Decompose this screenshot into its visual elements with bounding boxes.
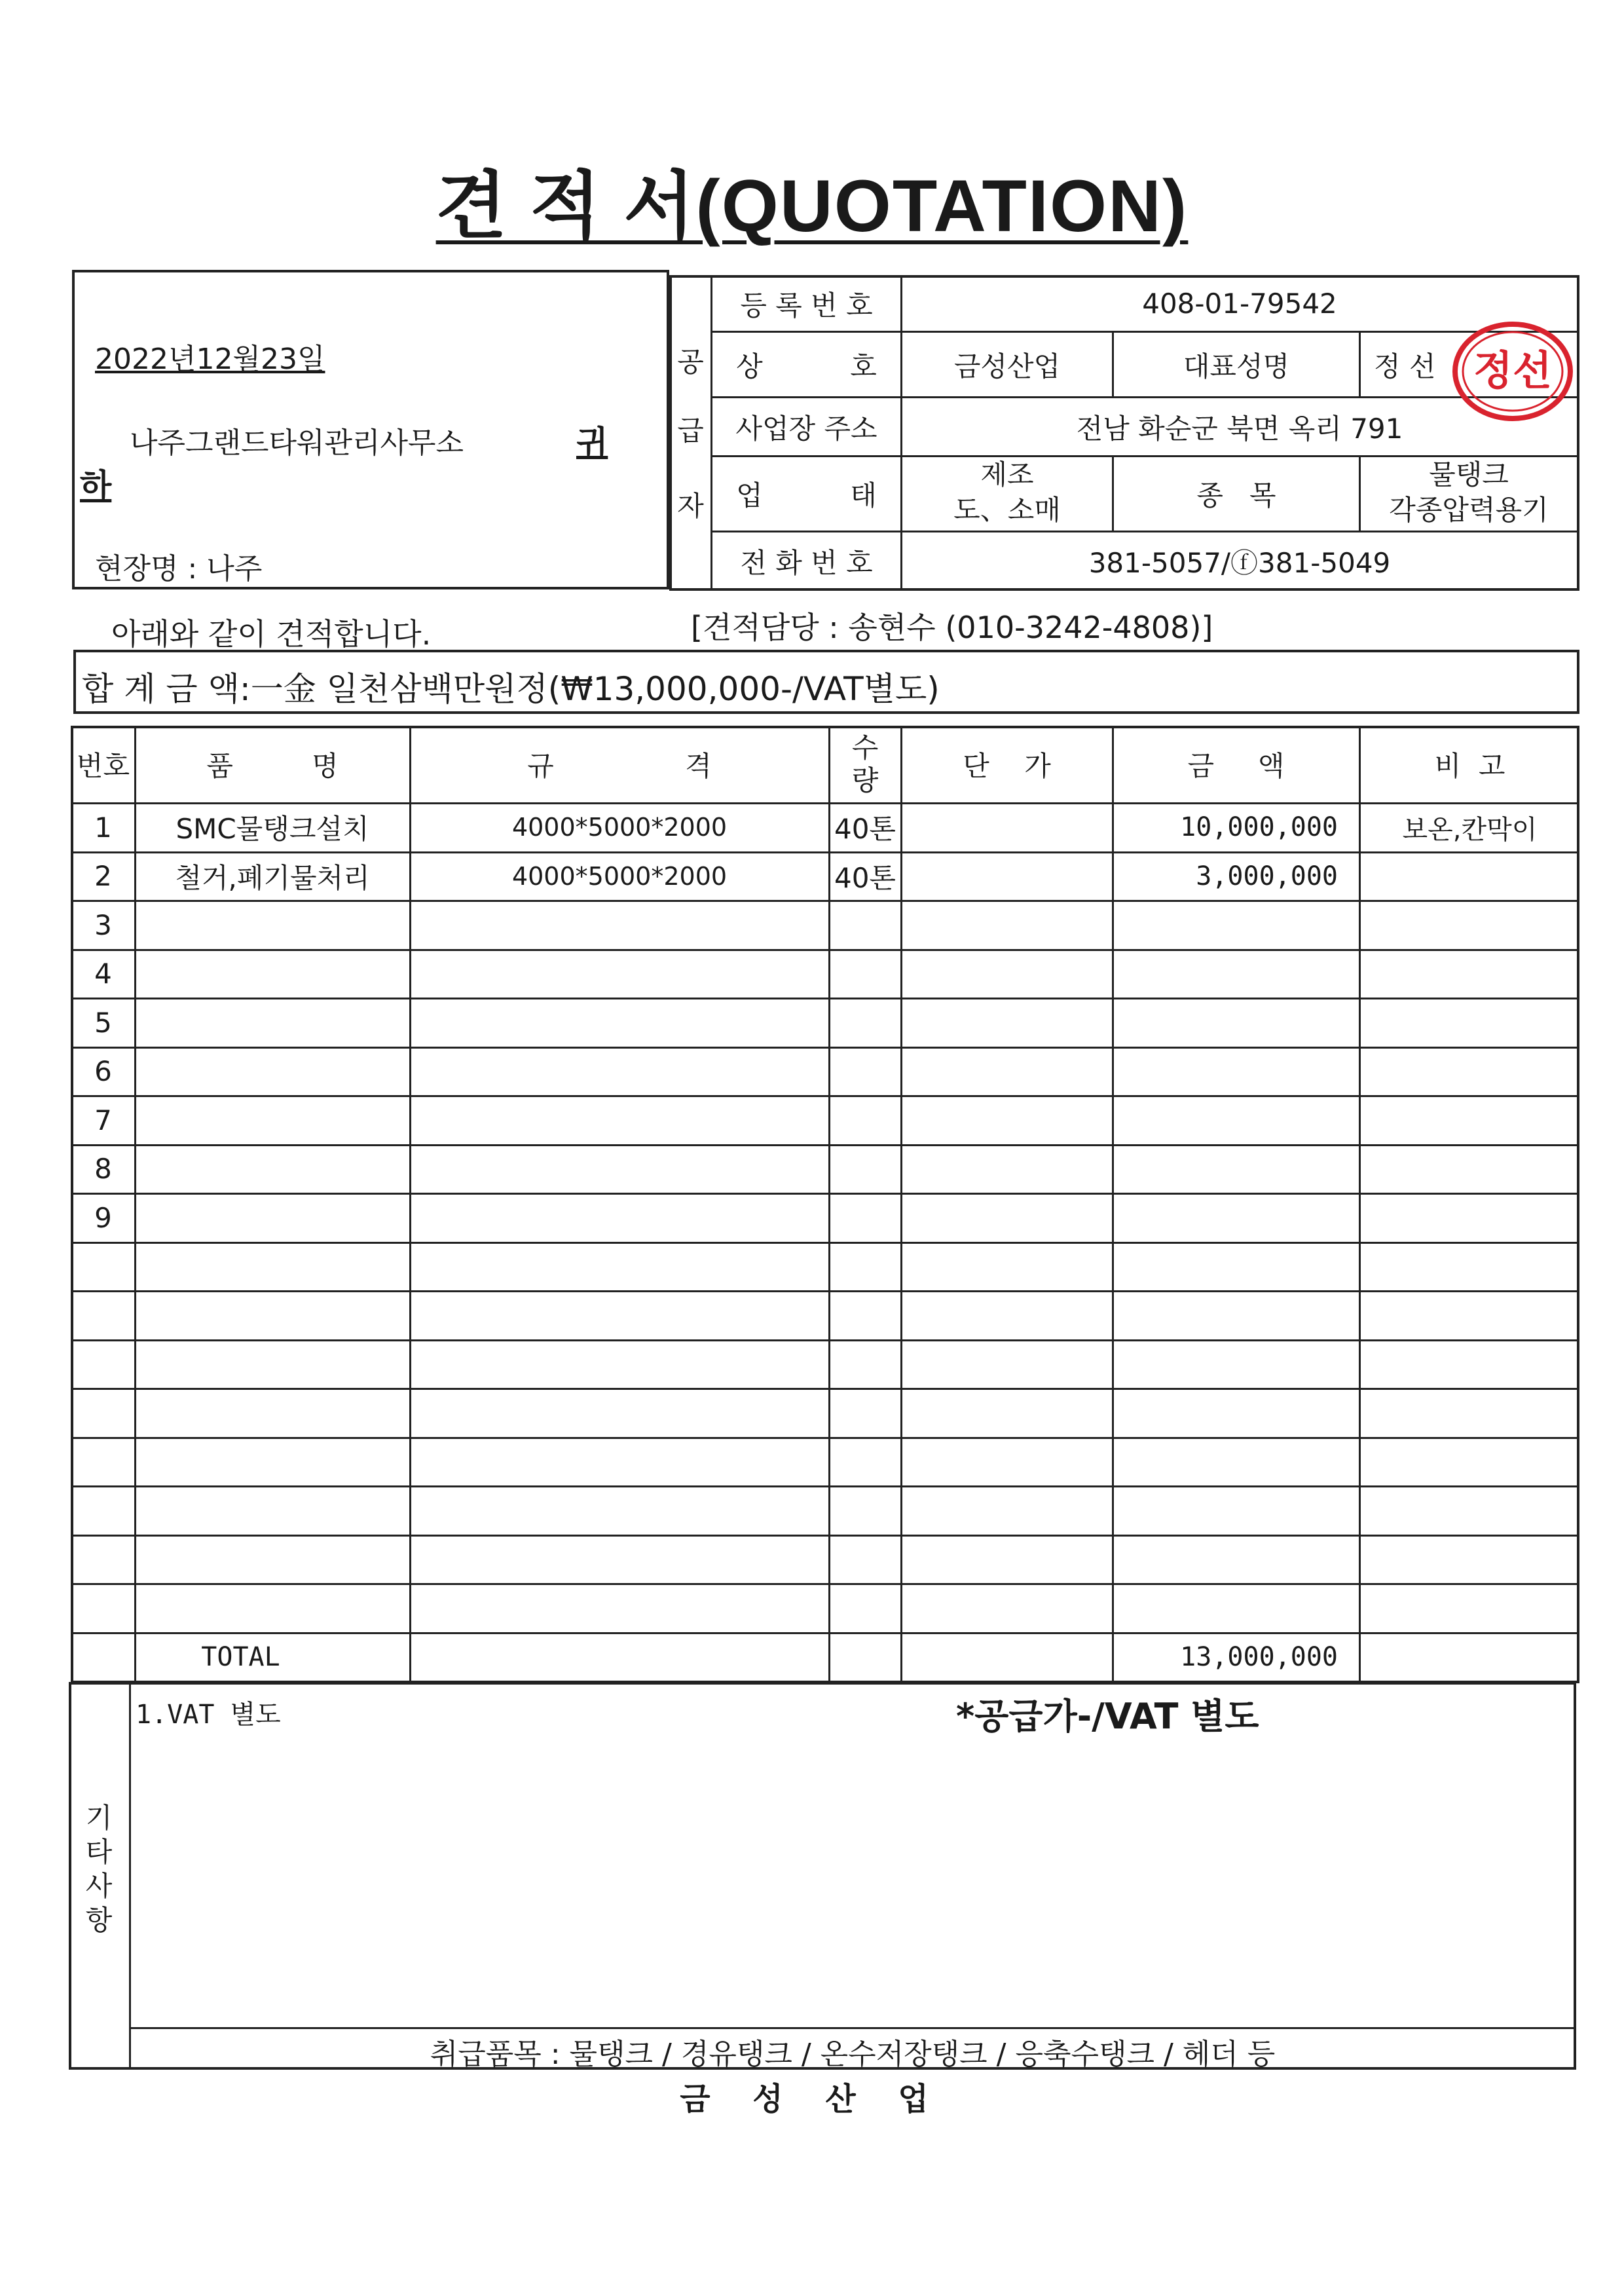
row-6-note (1361, 1096, 1578, 1144)
reg-no-value: 408-01-79542 (1142, 288, 1337, 320)
header-qty-2: 량 (851, 764, 879, 796)
supply-note: *공급가-/VAT 별도 (956, 1696, 1259, 1737)
row-2-amount (1115, 901, 1357, 949)
total-amount-text: 합 계 금 액:一金 일천삼백만원정(₩13,000,000-/VAT별도) (82, 670, 940, 708)
products-line: 취급품목 : 물탱크 / 경유탱크 / 온수저장탱크 / 응축수탱크 / 헤더 등 (430, 2038, 1276, 2071)
row-5-unit-price (903, 1048, 1111, 1096)
title-text: 견 적 서(QUOTATION) (435, 165, 1189, 247)
phone-label: 전 화 번 호 (740, 546, 873, 579)
row-1-name: 철거,폐기물처리 (175, 861, 370, 894)
row-13-amount (1115, 1438, 1357, 1486)
header-name: 품 명 (206, 749, 339, 782)
address-value: 전남 화순군 북면 옥리 791 (1076, 412, 1403, 445)
rep-label: 대표성명 (1183, 350, 1290, 382)
row-1-no: 2 (94, 860, 112, 893)
row-0-no: 1 (94, 811, 112, 844)
header-qty-1: 수 (851, 731, 879, 764)
row-0-amount: 10,000,000 (1180, 812, 1338, 843)
row-16-no (73, 1584, 133, 1632)
row-1-spec: 4000*5000*2000 (511, 861, 728, 891)
item-label: 종 목 (1196, 479, 1276, 512)
remarks-label: 기 타 사 항 (85, 1802, 113, 1936)
row-10-qty (831, 1292, 899, 1339)
row-9-name (137, 1243, 408, 1291)
row-1-note (1361, 853, 1578, 901)
row-7-amount (1115, 1146, 1357, 1193)
footer-company: 금 성 산 업 (680, 2081, 944, 2118)
row-10-amount (1115, 1292, 1357, 1339)
row-6-name (137, 1096, 408, 1144)
row-12-amount (1115, 1389, 1357, 1437)
row-1-unit-price (903, 853, 1111, 901)
row-12-no (73, 1389, 133, 1437)
row-16-qty (831, 1584, 899, 1632)
item-line1: 물탱크 (1429, 458, 1509, 491)
row-4-unit-price (903, 999, 1111, 1047)
row-5-no: 6 (94, 1055, 112, 1088)
biz-type-value (902, 457, 1112, 531)
row-0-qty: 40톤 (834, 813, 896, 846)
row-3-unit-price (903, 950, 1111, 998)
row-9-amount (1115, 1243, 1357, 1291)
row-10-spec (412, 1292, 827, 1339)
honorific-gwi: 귀 (576, 424, 608, 462)
row-3-note (1361, 950, 1578, 998)
row-8-unit-price (903, 1194, 1111, 1242)
header-unit-price: 단 가 (963, 749, 1051, 782)
row-2-name (137, 901, 408, 949)
row-5-amount (1115, 1048, 1357, 1096)
row-6-spec (412, 1096, 827, 1144)
row-4-spec (412, 999, 827, 1047)
row-9-spec (412, 1243, 827, 1291)
biz-type-line1: 제조 (980, 458, 1034, 491)
row-6-no: 7 (94, 1104, 112, 1136)
row-4-amount (1115, 999, 1357, 1047)
item-value (1361, 457, 1577, 531)
recipient-name: 나주그랜드타워관리사무소 (130, 426, 464, 460)
row-7-spec (412, 1146, 827, 1193)
remarks-box (69, 1682, 1576, 2070)
row-4-note (1361, 999, 1578, 1047)
row-16-name (137, 1584, 408, 1632)
supplier-vertical-3: 자 (677, 490, 704, 522)
row-7-note (1361, 1146, 1578, 1193)
item-line2: 각종압력용기 (1389, 494, 1549, 526)
row-8-amount (1115, 1194, 1357, 1242)
row-8-no: 9 (94, 1201, 112, 1234)
row-2-spec (412, 901, 827, 949)
row-15-name (137, 1536, 408, 1584)
row-14-note (1361, 1487, 1578, 1535)
row-5-qty (831, 1048, 899, 1096)
row-3-qty (831, 950, 899, 998)
row-8-name (137, 1194, 408, 1242)
row-11-unit-price (903, 1341, 1111, 1389)
row-13-spec (412, 1438, 827, 1486)
remarks-line1: 1.VAT 별도 (136, 1700, 281, 1730)
row-7-unit-price (903, 1146, 1111, 1193)
row-7-qty (831, 1146, 899, 1193)
row-12-qty (831, 1389, 899, 1437)
row-15-no (73, 1536, 133, 1584)
row-16-amount (1115, 1584, 1357, 1632)
row-2-no: 3 (94, 908, 112, 941)
row-5-name (137, 1048, 408, 1096)
row-11-spec (412, 1341, 827, 1389)
company-label: 상 호 (736, 350, 877, 382)
row-13-name (137, 1438, 408, 1486)
row-16-unit-price (903, 1584, 1111, 1632)
row-12-spec (412, 1389, 827, 1437)
row-9-qty (831, 1243, 899, 1291)
row-8-spec (412, 1194, 827, 1242)
row-4-qty (831, 999, 899, 1047)
row-1-amount: 3,000,000 (1196, 861, 1338, 891)
svg-text:정선: 정선 (1473, 346, 1552, 394)
row-0-unit-price (903, 804, 1111, 851)
header-qty (831, 726, 899, 802)
row-14-amount (1115, 1487, 1357, 1535)
row-14-qty (831, 1487, 899, 1535)
row-4-no: 5 (94, 1006, 112, 1039)
total-amount: 13,000,000 (1180, 1641, 1338, 1672)
row-6-amount (1115, 1096, 1357, 1144)
row-14-no (73, 1487, 133, 1535)
row-9-no (73, 1243, 133, 1291)
row-7-name (137, 1146, 408, 1193)
row-11-name (137, 1341, 408, 1389)
row-2-unit-price (903, 901, 1111, 949)
row-14-spec (412, 1487, 827, 1535)
row-13-qty (831, 1438, 899, 1486)
row-16-note (1361, 1584, 1578, 1632)
total-label: TOTAL (201, 1641, 280, 1672)
row-9-unit-price (903, 1243, 1111, 1291)
row-13-unit-price (903, 1438, 1111, 1486)
rep-name: 정 선 (1374, 350, 1436, 382)
row-2-qty (831, 901, 899, 949)
row-6-qty (831, 1096, 899, 1144)
row-7-no: 8 (94, 1153, 112, 1185)
row-14-name (137, 1487, 408, 1535)
row-11-no (73, 1341, 133, 1389)
row-8-qty (831, 1194, 899, 1242)
row-9-note (1361, 1243, 1578, 1291)
row-15-unit-price (903, 1536, 1111, 1584)
row-3-name (137, 950, 408, 998)
row-11-amount (1115, 1341, 1357, 1389)
row-8-note (1361, 1194, 1578, 1242)
row-1-qty: 40톤 (834, 861, 896, 894)
row-15-spec (412, 1536, 827, 1584)
row-11-qty (831, 1341, 899, 1389)
header-spec: 규 격 (527, 749, 712, 782)
document-title (0, 147, 1624, 253)
biz-type-label: 업 태 (736, 479, 877, 512)
company-value: 금성산업 (953, 350, 1061, 382)
supplier-vertical-2: 급 (677, 415, 704, 447)
row-3-no: 4 (94, 958, 112, 990)
row-15-note (1361, 1536, 1578, 1584)
row-10-name (137, 1292, 408, 1339)
row-6-unit-price (903, 1096, 1111, 1144)
site-name: 현장명 : 나주 (95, 552, 263, 586)
row-12-name (137, 1389, 408, 1437)
row-0-note: 보온,칸막이 (1402, 814, 1538, 845)
supplier-vertical-1: 공 (677, 346, 704, 378)
row-13-no (73, 1438, 133, 1486)
row-12-unit-price (903, 1389, 1111, 1437)
row-16-spec (412, 1584, 827, 1632)
row-0-spec: 4000*5000*2000 (511, 813, 728, 842)
row-12-note (1361, 1389, 1578, 1437)
row-5-spec (412, 1048, 827, 1096)
biz-type-line2: 도、소매 (953, 494, 1061, 526)
row-10-note (1361, 1292, 1578, 1339)
row-10-no (73, 1292, 133, 1339)
address-label: 사업장 주소 (735, 412, 877, 445)
row-2-note (1361, 901, 1578, 949)
row-5-note (1361, 1048, 1578, 1096)
row-15-qty (831, 1536, 899, 1584)
row-11-note (1361, 1341, 1578, 1389)
row-0-name: SMC물탱크설치 (175, 813, 369, 846)
header-note: 비 고 (1434, 749, 1505, 782)
row-3-spec (412, 950, 827, 998)
reg-no-label: 등 록 번 호 (740, 289, 873, 322)
honorific-ha: 하 (80, 467, 112, 505)
contact-text: [견적담당 : 송현수 (010-3242-4808)] (691, 610, 1213, 645)
header-no: 번호 (76, 749, 130, 782)
quote-date: 2022년12월23일 (95, 343, 325, 376)
row-15-amount (1115, 1536, 1357, 1584)
header-amount: 금 액 (1187, 749, 1285, 782)
intro-text: 아래와 같이 견적합니다. (111, 616, 432, 652)
row-13-note (1361, 1438, 1578, 1486)
row-4-name (137, 999, 408, 1047)
phone-value: 381-5057/ⓕ381-5049 (1088, 546, 1391, 579)
row-10-unit-price (903, 1292, 1111, 1339)
row-14-unit-price (903, 1487, 1111, 1535)
row-3-amount (1115, 950, 1357, 998)
